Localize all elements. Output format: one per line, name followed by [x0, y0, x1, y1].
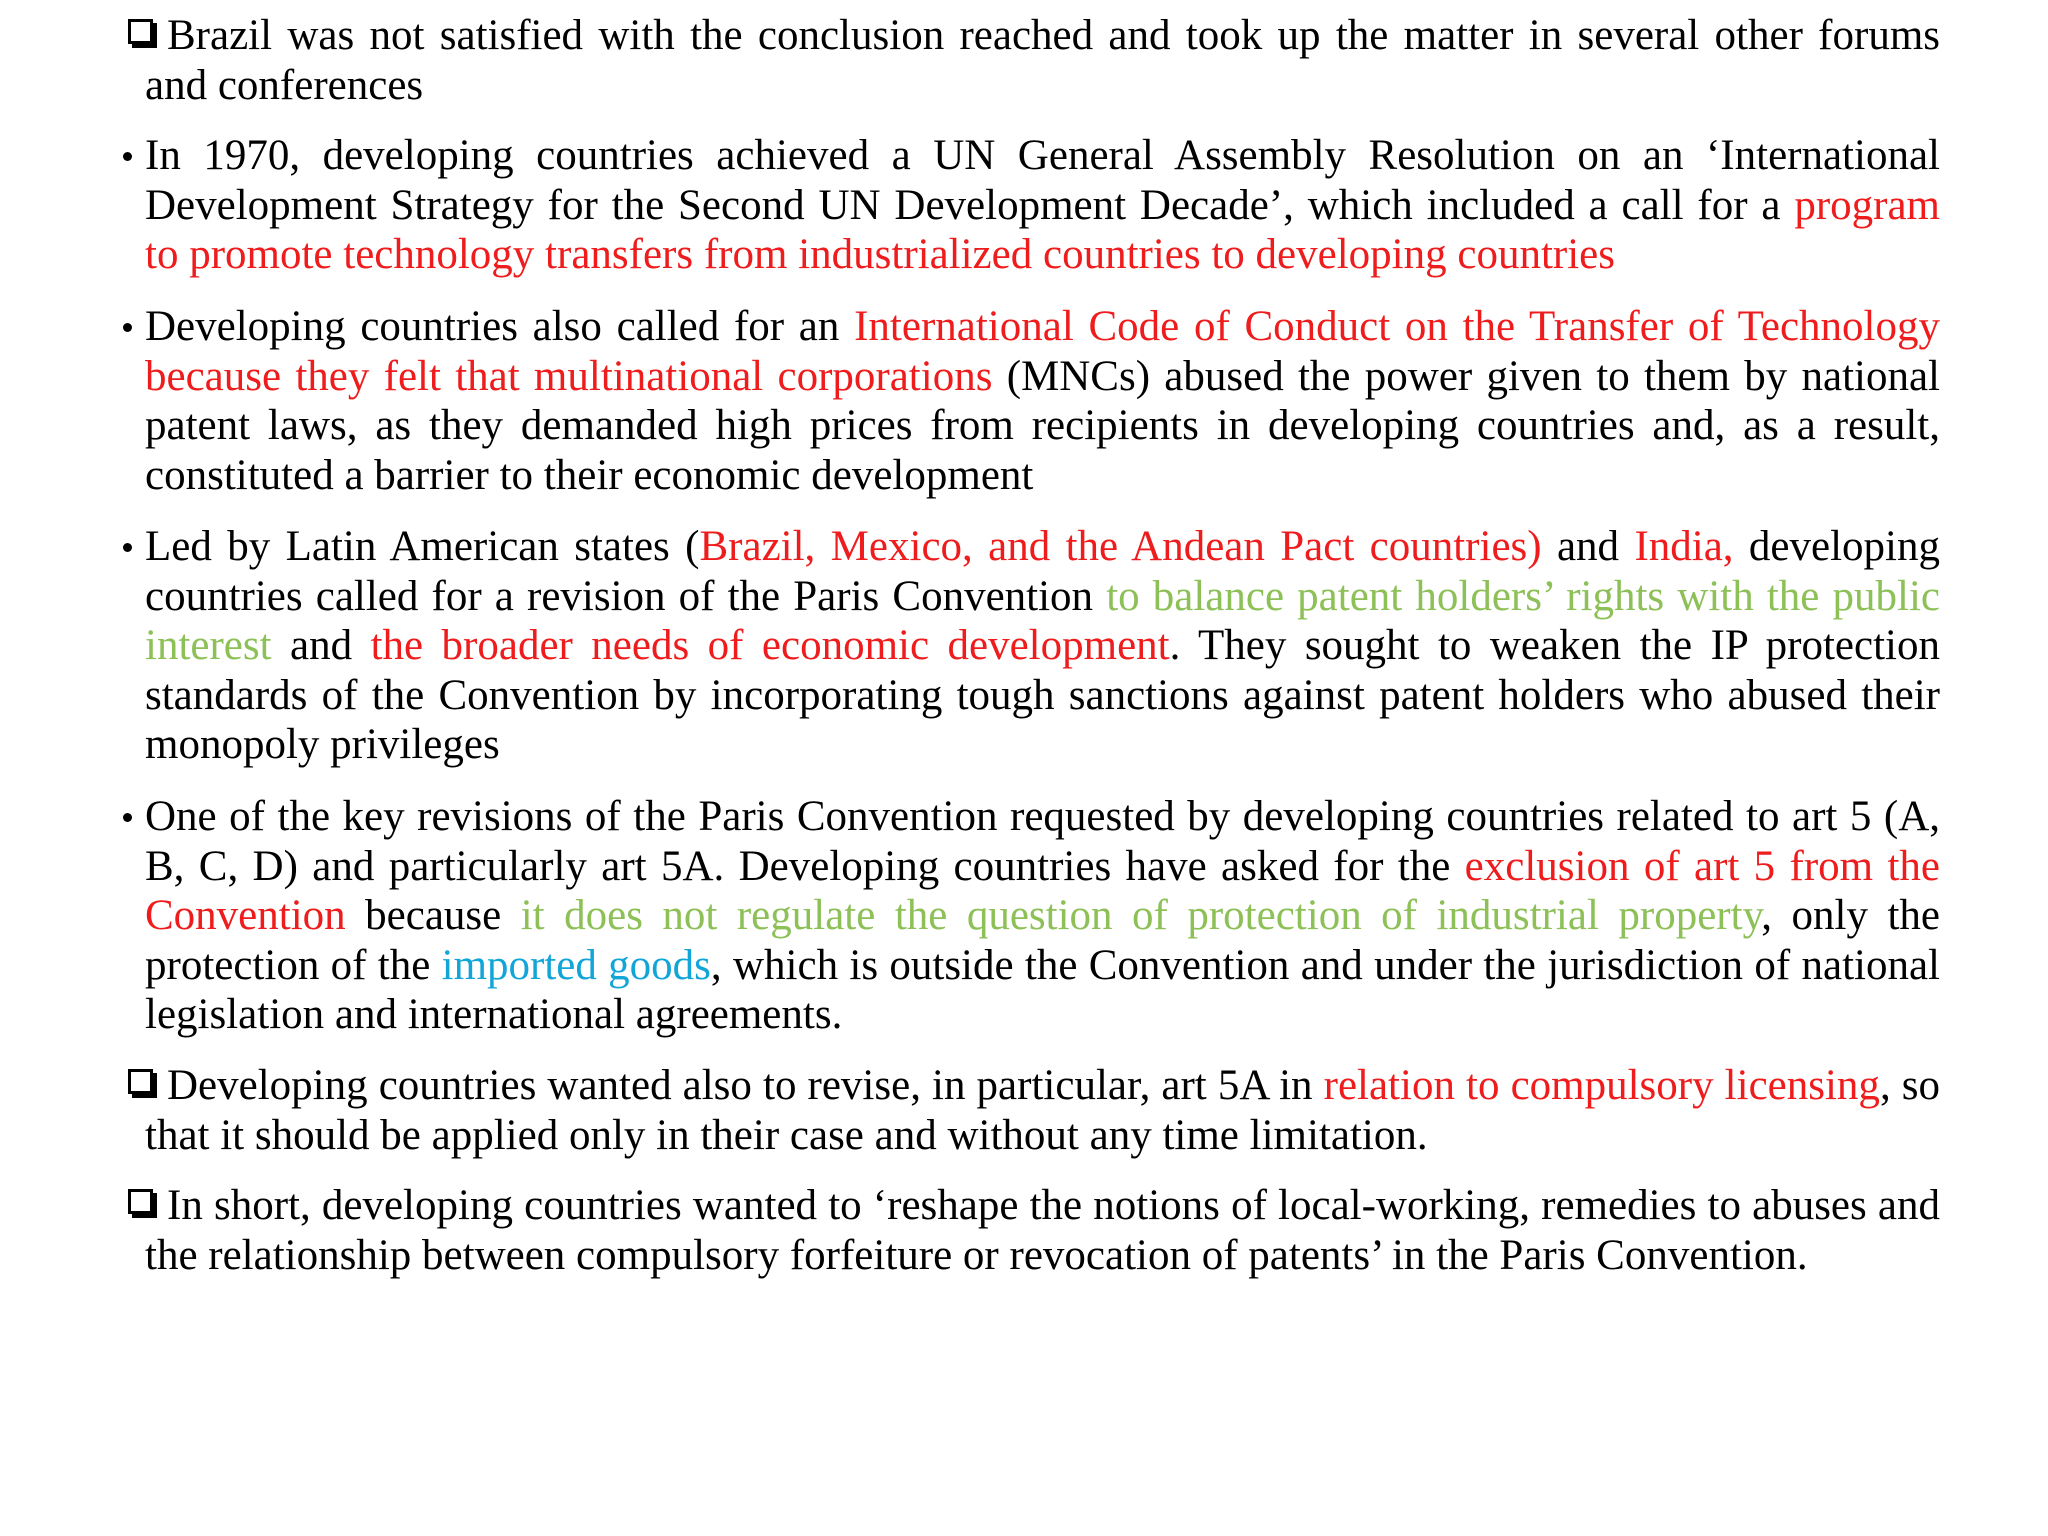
segment-highlight: the broader needs of economic development [370, 622, 1170, 669]
list-item-bullet-1 [145, 131, 1940, 280]
dot-bullet-icon [123, 792, 132, 822]
segment: Developing countries also called for an [145, 303, 855, 350]
dot-bullet-icon [123, 131, 132, 161]
segment-highlight: exclusion of art 5 from the Convention [145, 842, 1940, 939]
checkbox-bullet-icon [128, 19, 153, 50]
segment: , so that it should be applied only in their case and without any time limitation. [145, 1062, 1941, 1159]
segment: Brazil was not satisfied with the conclusion reached and took up the matter in several other forums and conferences [145, 12, 1940, 109]
checkbox-bullet-icon [128, 1189, 153, 1220]
segment-highlight: Brazil, Mexico, and the Andean Pact countries) [699, 523, 1542, 570]
segment: and [1541, 523, 1635, 570]
segment-highlight: program to promote technology transfers from industrialized countries to developing countries [145, 181, 1940, 278]
segment: One of the key revisions of the Paris Convention requested by developing countries related to art 5 (A, B, C, D) and particularly art 5A. Developing countries have asked for the [145, 793, 1940, 890]
segment: , only the protection of the [145, 892, 1940, 989]
segment: and [271, 622, 371, 669]
segment: . They sought to weaken the IP protection standards of the Convention by incorporating tough sanctions against patent holders who abused their monopoly privileges [145, 622, 1940, 768]
checkbox-bullet-icon [128, 1069, 153, 1100]
segment: Developing countries wanted also to revise, in particular, art 5A in [167, 1062, 1324, 1109]
list-item-bullet-4 [145, 792, 1940, 1040]
segment: In short, developing countries wanted to ‘reshape the notions of local-working, remedies to abuses and the relationship between compulsory forfeiture or revocation of patents’ in the Paris Convention. [145, 1182, 1940, 1279]
segment-highlight-green: it does not regulate the question of protection of industrial property [520, 892, 1762, 939]
segment-highlight: International Code of Conduct on the Transfer of Technology because they felt that multinational corporations [145, 303, 1940, 400]
segment: In 1970, developing countries achieved a UN General Assembly Resolution on an ‘International Development Strategy for the Second UN Development Decade’, which included a call for a [145, 132, 1940, 229]
list-item-bullet-3 [145, 522, 1940, 770]
list-item-box-1 [145, 11, 1940, 110]
segment: Led by Latin American states ( [145, 523, 700, 570]
segment: , which is outside the Convention and under the jurisdiction of national legislation and international agreements. [145, 941, 1940, 1038]
dot-bullet-icon [123, 522, 132, 552]
segment: because [345, 892, 521, 939]
list-item-box-3 [145, 1181, 1940, 1280]
segment: developing countries called for a revision of the Paris Convention [145, 523, 1940, 620]
list-item-box-2 [145, 1061, 1940, 1160]
segment: (MNCs) abused the power given to them by national patent laws, as they demanded high prices from recipients in developing countries and, as a result, constituted a barrier to their economic development [145, 352, 1940, 499]
segment-highlight: relation to compulsory licensing [1323, 1062, 1880, 1109]
dot-bullet-icon [123, 302, 132, 332]
list-item-bullet-2 [145, 302, 1940, 500]
segment-highlight-blue: imported goods [441, 941, 711, 989]
segment-highlight: India, [1634, 523, 1734, 570]
segment-highlight-green: to balance patent holders’ rights with the public interest [145, 572, 1940, 669]
